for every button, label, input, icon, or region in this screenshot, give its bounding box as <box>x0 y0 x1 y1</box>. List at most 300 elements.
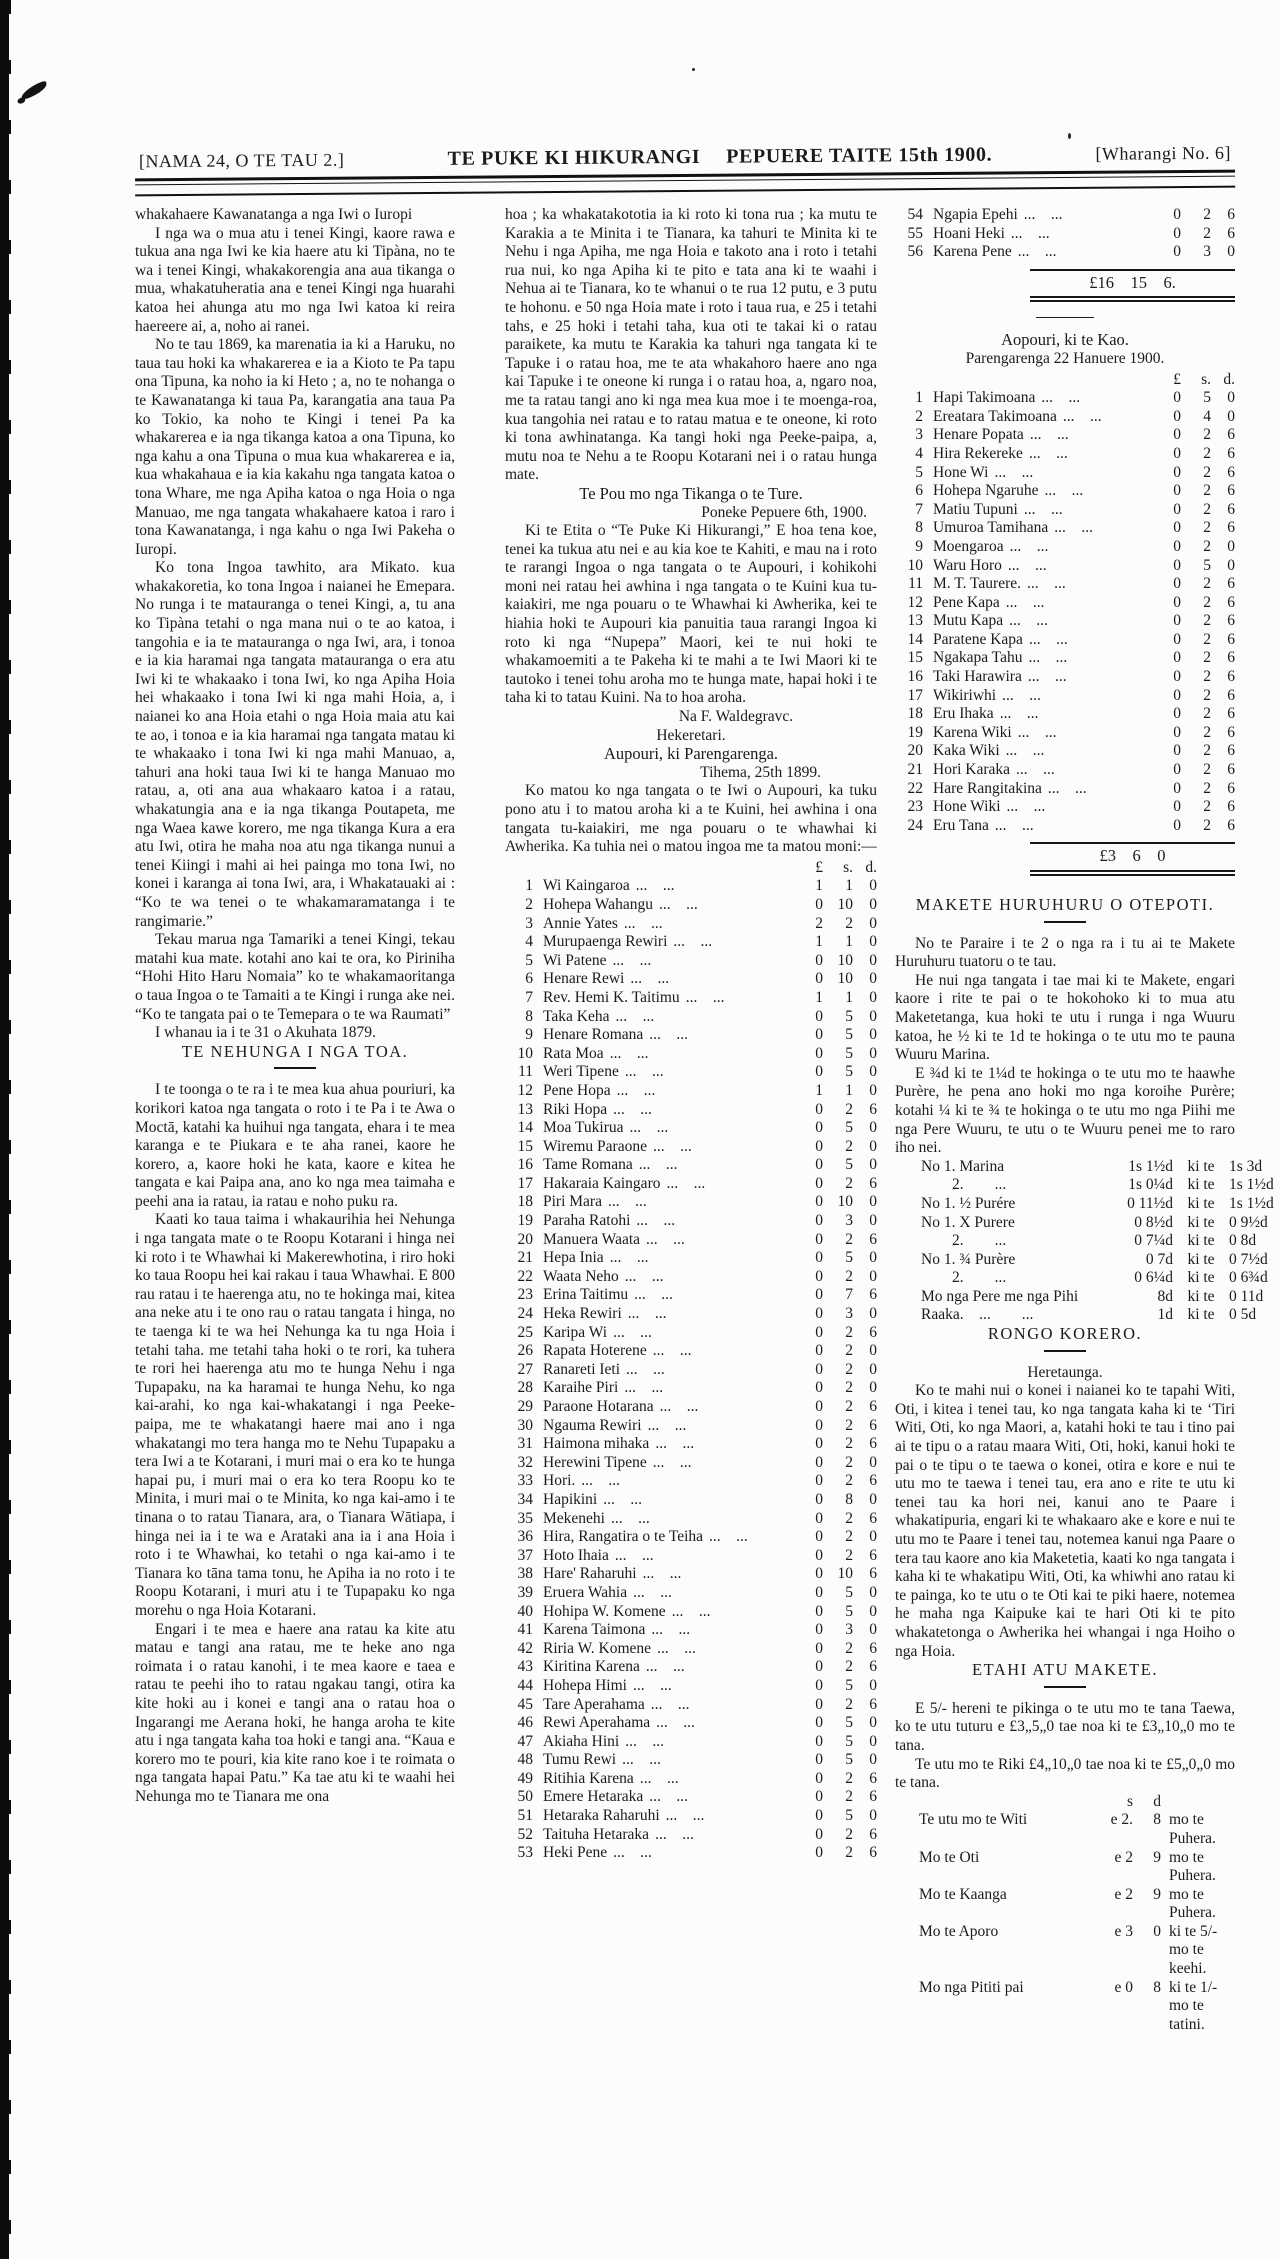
table-row <box>895 705 1235 724</box>
donor-name: Piri Mara <box>543 1193 602 1211</box>
amount-pounds: 0 <box>815 1249 823 1267</box>
row-number: 42 <box>517 1639 533 1657</box>
amount-shillings: 2 <box>1203 630 1211 648</box>
donor-name: Wi Kaingaroa <box>543 877 630 895</box>
amount-pounds: 0 <box>1173 243 1181 261</box>
paragraph: whakahaere Kawanatanga a nga Iwi o Iuropi <box>135 206 413 223</box>
amount-pence: 0 <box>869 1156 877 1174</box>
dateline: Poneke Pepuere 6th, 1900. <box>701 503 867 521</box>
dot-leader: ... ... <box>1062 407 1102 425</box>
amount-pounds: 0 <box>1173 537 1181 555</box>
price-to: 0 11d <box>1229 1287 1264 1305</box>
amount-pounds: 0 <box>815 1230 823 1248</box>
price-note: ki te 1/- mo te tatini. <box>1169 1978 1218 2033</box>
amount-pounds: 0 <box>1173 519 1181 537</box>
amount-pence: 6 <box>869 1323 877 1341</box>
donor-name: Manuera Waata <box>543 1230 641 1248</box>
table-row <box>895 464 1235 483</box>
table-row <box>505 896 877 915</box>
table-row <box>895 206 1235 225</box>
row-number: 17 <box>517 1174 533 1192</box>
donor-name: Mekenehi <box>543 1509 605 1527</box>
dot-leader: ... ... <box>613 1844 652 1862</box>
table-row <box>505 1119 877 1138</box>
amount-pounds: 0 <box>1173 630 1181 648</box>
price-label: 2. ... <box>921 1232 1007 1250</box>
donor-name: Hohipa W. Komene <box>543 1602 666 1620</box>
amount-pounds: 0 <box>1173 723 1181 741</box>
heading-rule <box>1044 921 1086 923</box>
donor-name: Matiu Tupuni <box>933 500 1018 518</box>
donor-name: Hepa Inia <box>543 1249 604 1267</box>
amount-shillings: 1 <box>845 988 853 1006</box>
dot-leader: ... ... <box>1027 668 1067 686</box>
letter-heading: Aopouri, ki te Kao. <box>1001 330 1129 350</box>
amount-pounds: 0 <box>1173 500 1181 518</box>
donor-name: Ngakapa Tahu <box>933 649 1023 667</box>
dot-leader: ... ... <box>655 1435 695 1453</box>
table-row <box>895 780 1235 799</box>
table-row <box>505 1063 877 1082</box>
dot-leader: ... ... <box>652 1137 692 1155</box>
amount-pounds: 0 <box>1173 593 1181 611</box>
letter-heading: Te Pou mo nga Tikanga o te Ture. <box>579 483 803 503</box>
table-row <box>505 1807 877 1826</box>
dot-leader: ... ... <box>642 1565 682 1583</box>
price-pence: 0 <box>1153 1922 1161 1940</box>
table-row <box>505 915 877 934</box>
dot-leader: ... ... <box>645 1658 685 1676</box>
donation-total-kao: £3 6 0 <box>1030 842 1235 876</box>
price-row <box>895 1194 1274 1214</box>
row-number: 12 <box>517 1081 533 1099</box>
amount-pence: 6 <box>869 1639 877 1657</box>
amount-shillings: 2 <box>1203 612 1211 630</box>
amount-pounds: 0 <box>1173 779 1181 797</box>
price-from: 0 7d <box>1145 1250 1173 1268</box>
amount-pence: 0 <box>1227 243 1235 261</box>
column-3 <box>895 206 1274 2034</box>
wool-price-table <box>895 1157 1274 1325</box>
amount-shillings: 2 <box>845 1100 853 1118</box>
table-row <box>505 1286 877 1305</box>
donor-name: Rapata Hoterene <box>543 1342 647 1360</box>
row-number: 26 <box>517 1342 533 1360</box>
ink-speck <box>692 68 695 71</box>
table-row <box>895 445 1235 464</box>
signature: Na F. Waldegravc. <box>678 708 794 726</box>
dot-leader: ... ... <box>609 1044 649 1062</box>
amount-pence: 0 <box>869 1267 877 1285</box>
amount-shillings: 2 <box>1203 426 1211 444</box>
amount-shillings: 2 <box>845 1230 853 1248</box>
dot-leader: ... ... <box>665 1807 705 1825</box>
amount-pounds: 0 <box>815 1379 823 1397</box>
table-row <box>505 1677 877 1696</box>
donor-name: Hare Rangitakina <box>933 779 1042 797</box>
amount-shillings: 2 <box>1203 686 1211 704</box>
amount-pence: 0 <box>869 1081 877 1099</box>
donor-name: Ereatara Takimoana <box>933 407 1057 425</box>
dot-leader: ... ... <box>614 1546 654 1564</box>
row-number: 51 <box>517 1807 533 1825</box>
amount-pence: 0 <box>869 933 877 951</box>
amount-shillings: 2 <box>845 1844 853 1862</box>
row-number: 5 <box>525 951 533 969</box>
amount-pounds: 0 <box>815 1583 823 1601</box>
amount-shillings: 1 <box>845 1081 853 1099</box>
dot-leader: ... ... <box>1028 444 1068 462</box>
amount-shillings: 5 <box>845 1119 853 1137</box>
amount-pounds: 0 <box>815 1695 823 1713</box>
table-row <box>895 594 1235 613</box>
price-to: 0 7½d <box>1229 1250 1268 1268</box>
table-row <box>505 933 877 952</box>
pence-header: d <box>1153 1792 1161 1810</box>
amount-pence: 0 <box>1227 407 1235 425</box>
amount-shillings: 5 <box>845 1063 853 1081</box>
row-number: 19 <box>907 723 923 741</box>
donor-name: Murupaenga Rewiri <box>543 933 668 951</box>
donor-name: Emere Hetaraka <box>543 1788 644 1806</box>
dot-leader: ... ... <box>603 1490 642 1508</box>
column-1 <box>135 206 455 2034</box>
price-label: Mo nga Pere me nga Pihi <box>921 1287 1079 1305</box>
amount-shillings: 5 <box>845 1156 853 1174</box>
dot-leader: ... ... <box>627 1305 667 1323</box>
amount-pounds: 0 <box>815 1026 823 1044</box>
price-row <box>895 1979 1235 2035</box>
price-note: mo te Puhera. <box>1169 1811 1216 1847</box>
amount-pounds: 0 <box>815 1807 823 1825</box>
amount-shillings: 5 <box>845 1583 853 1601</box>
amount-pence: 6 <box>1227 630 1235 648</box>
amount-shillings: 2 <box>1203 816 1211 834</box>
row-number: 18 <box>517 1193 533 1211</box>
row-number: 8 <box>525 1007 533 1025</box>
amount-pence: 0 <box>869 1528 877 1546</box>
paragraph: Engari i te mea e haere ana ratau ka kite atu matau e tangi ana ratau, me te heke ano nga roimata i o ratau kanohi, i te mea kaore e taea e ratau te peehi iho to ratau ngakau tangi, otira ka kite hoki au i konei e tangi ana o ratau hoa o Ingarangi me Aerana hoki, he hanga aroha te kite atu i nga tangata kaha toa hoki e tangi ana. “Kaua e korero mo te pouri, kia kite rano koe i te roimata o nga tangata hapai Patu.” Ka tae atu ki te waahi hei Nehunga mo te Tianara me ona <box>135 1620 455 1805</box>
dot-leader: ... ... <box>1028 630 1068 648</box>
amount-pence: 0 <box>869 1119 877 1137</box>
row-number: 30 <box>517 1416 533 1434</box>
amount-shillings: 5 <box>845 1751 853 1769</box>
donor-name: Hone Wi <box>933 463 989 481</box>
table-row <box>505 1510 877 1529</box>
amount-pence: 0 <box>869 1026 877 1044</box>
donor-name: Haimona mihaka <box>543 1435 650 1453</box>
dot-leader: ... ... <box>652 1453 692 1471</box>
dot-leader: ... ... <box>1027 575 1066 593</box>
amount-pence: 6 <box>869 1769 877 1787</box>
dot-leader: ... ... <box>639 1769 679 1787</box>
amount-pounds: 0 <box>1173 556 1181 574</box>
amount-pounds: 0 <box>815 1509 823 1527</box>
price-range-word: ki te <box>1187 1213 1215 1231</box>
amount-pence: 0 <box>869 988 877 1006</box>
table-row <box>895 557 1235 576</box>
row-number: 6 <box>525 970 533 988</box>
row-number: 27 <box>517 1360 533 1378</box>
price-label: Mo te Aporo <box>919 1922 999 1940</box>
row-number: 24 <box>907 816 923 834</box>
newspaper-page <box>135 142 1274 2034</box>
dot-leader: ... ... <box>629 1119 669 1137</box>
row-number: 54 <box>907 206 923 223</box>
donor-name: Erina Taitimu <box>543 1286 629 1304</box>
table-row <box>895 631 1235 650</box>
amount-pounds: 0 <box>815 1751 823 1769</box>
amount-pence: 6 <box>1227 206 1235 223</box>
amount-pence: 0 <box>1227 556 1235 574</box>
table-row <box>895 426 1235 445</box>
article-body <box>895 935 1235 1158</box>
article-body <box>135 225 455 1043</box>
table-row <box>505 1733 877 1752</box>
table-row <box>505 1640 877 1659</box>
row-number: 41 <box>517 1621 533 1639</box>
row-number: 4 <box>525 933 533 951</box>
row-number: 9 <box>525 1026 533 1044</box>
amount-shillings: 2 <box>1203 798 1211 816</box>
amount-shillings: 2 <box>845 1528 853 1546</box>
donor-name: Henare Rewi <box>543 970 625 988</box>
amount-pounds: 0 <box>1173 224 1181 242</box>
amount-pence: 6 <box>1227 463 1235 481</box>
amount-pence: 0 <box>869 1583 877 1601</box>
table-row <box>895 519 1235 538</box>
donor-name: Ngauma Rewiri <box>543 1416 642 1434</box>
donor-name: Tare Aperahama <box>543 1695 645 1713</box>
amount-pounds: 0 <box>1173 463 1181 481</box>
price-row <box>895 1849 1235 1886</box>
price-range-word: ki te <box>1187 1194 1215 1212</box>
table-row <box>895 761 1235 780</box>
amount-pence: 0 <box>869 970 877 988</box>
amount-pence: 0 <box>869 1249 877 1267</box>
dot-leader: ... ... <box>1017 243 1057 261</box>
row-number: 28 <box>517 1379 533 1397</box>
amount-pence: 6 <box>1227 575 1235 593</box>
price-label: Mo te Oti <box>919 1848 980 1866</box>
amount-pence: 0 <box>869 1490 877 1508</box>
donor-name: Karena Wiki <box>933 723 1012 741</box>
money-column-header <box>505 859 877 878</box>
article-body <box>895 1700 1235 1793</box>
dot-leader: ... ... <box>1009 612 1048 630</box>
table-row <box>505 1082 877 1101</box>
amount-pounds: 0 <box>815 1714 823 1732</box>
donor-name: Hori Karaka <box>933 761 1011 779</box>
dot-leader: ... ... <box>1023 206 1063 223</box>
price-to: 0 6¾d <box>1229 1269 1268 1287</box>
price-to: 1s 1½d <box>1229 1176 1274 1194</box>
donor-name: Rewi Aperahama <box>543 1714 651 1732</box>
amount-pounds: 1 <box>815 933 823 951</box>
price-pence: 8 <box>1153 1978 1161 1996</box>
shilling-header: s. <box>843 858 853 876</box>
row-number: 32 <box>517 1453 533 1471</box>
amount-shillings: 2 <box>845 1509 853 1527</box>
table-row <box>895 612 1235 631</box>
price-range-word: ki te <box>1187 1306 1215 1324</box>
amount-shillings: 2 <box>845 1323 853 1341</box>
amount-pence: 0 <box>869 951 877 969</box>
amount-pence: 0 <box>869 1807 877 1825</box>
price-to: 1s 3d <box>1229 1157 1263 1175</box>
donation-table-kao <box>895 389 1235 835</box>
row-number: 6 <box>915 482 923 500</box>
amount-pence: 6 <box>1227 705 1235 723</box>
donor-name: Henare Popata <box>933 426 1024 444</box>
donor-name: Kaka Wiki <box>933 742 1000 760</box>
table-row <box>505 1045 877 1064</box>
row-number: 46 <box>517 1714 533 1732</box>
amount-pounds: 0 <box>815 1398 823 1415</box>
donor-name: Hoani Heki <box>933 224 1005 242</box>
dot-leader: ... ... <box>709 1528 748 1546</box>
row-number: 15 <box>907 649 923 667</box>
amount-pence: 0 <box>869 1732 877 1750</box>
amount-pounds: 0 <box>815 1676 823 1694</box>
dot-leader: ... ... <box>581 1472 621 1490</box>
section-separator <box>1036 317 1094 318</box>
table-row <box>895 389 1235 408</box>
dot-leader: ... ... <box>1010 224 1050 242</box>
amount-pounds: 0 <box>815 1342 823 1360</box>
row-number: 15 <box>517 1137 533 1155</box>
amount-shillings: 2 <box>1203 779 1211 797</box>
donor-name: Akiaha Hini <box>543 1732 620 1750</box>
row-number: 48 <box>517 1751 533 1769</box>
row-number: 20 <box>517 1230 533 1248</box>
donor-name: Henare Romana <box>543 1026 644 1044</box>
donation-total: £16 15 6. <box>1030 269 1235 303</box>
amount-shillings: 5 <box>845 1714 853 1732</box>
table-row <box>505 1231 877 1250</box>
row-number: 34 <box>517 1490 533 1508</box>
column-2 <box>505 206 877 2034</box>
price-to: 0 8d <box>1229 1232 1257 1250</box>
table-row <box>505 1528 877 1547</box>
dot-leader: ... ... <box>625 1732 664 1750</box>
amount-pounds: 0 <box>815 1007 823 1025</box>
amount-pence: 6 <box>1227 444 1235 462</box>
amount-shillings: 2 <box>845 1137 853 1155</box>
price-range-word: ki te <box>1187 1157 1215 1175</box>
table-row <box>505 1435 877 1454</box>
amount-shillings: 2 <box>845 1435 853 1453</box>
table-row <box>505 1193 877 1212</box>
row-number: 10 <box>907 556 923 574</box>
pound-header: £ <box>1173 370 1181 388</box>
amount-shillings: 2 <box>1203 649 1211 667</box>
amount-pence: 0 <box>869 1621 877 1639</box>
price-shillings: e 2 <box>1114 1885 1133 1903</box>
amount-pence: 6 <box>1227 649 1235 667</box>
donor-name: Hohepa Himi <box>543 1676 627 1694</box>
amount-pence: 6 <box>1227 519 1235 537</box>
amount-pence: 0 <box>869 1342 877 1360</box>
price-from: 1s 0¼d <box>1128 1176 1173 1194</box>
masthead-rule-lower <box>135 186 1235 197</box>
price-label: Te utu mo te Witi <box>919 1811 1028 1829</box>
amount-pounds: 0 <box>815 1769 823 1787</box>
donor-name: Wiremu Paraone <box>543 1137 647 1155</box>
donor-name: Ritihia Karena <box>543 1769 634 1787</box>
heading-rule <box>274 1067 316 1069</box>
amount-shillings: 5 <box>845 1007 853 1025</box>
price-from: 0 11½d <box>1127 1194 1173 1212</box>
dot-leader: ... ... <box>607 1193 647 1211</box>
donor-name: Herewini Tipene <box>543 1453 647 1471</box>
dot-leader: ... ... <box>666 1174 706 1192</box>
price-row <box>895 1157 1263 1177</box>
row-number: 25 <box>517 1323 533 1341</box>
price-row <box>895 1287 1264 1307</box>
table-row <box>895 482 1235 501</box>
amount-shillings: 3 <box>845 1621 853 1639</box>
donor-name: Wi Patene <box>543 951 607 969</box>
price-from: 0 8½d <box>1134 1213 1173 1231</box>
amount-pounds: 0 <box>815 1156 823 1174</box>
shilling-header: s. <box>1201 370 1211 388</box>
row-number: 23 <box>517 1286 533 1304</box>
price-note: mo te Puhera. <box>1169 1885 1216 1922</box>
table-row <box>505 1454 877 1473</box>
donor-name: Mutu Kapa <box>933 612 1004 630</box>
donor-name: Hone Wiki <box>933 798 1001 816</box>
row-number: 43 <box>517 1658 533 1676</box>
dot-leader: ... ... <box>638 1156 678 1174</box>
dot-leader: ... ... <box>636 1212 676 1230</box>
donor-name: Karaihe Piri <box>543 1379 619 1397</box>
price-note: ki te 5/- mo te keehi. <box>1169 1922 1218 1978</box>
donor-name: Kiritina Karena <box>543 1658 640 1676</box>
row-number: 2 <box>525 895 533 913</box>
table-row <box>895 742 1235 761</box>
amount-pounds: 0 <box>815 1658 823 1676</box>
dateline: Parengarenga 22 Hanuere 1900. <box>965 349 1165 367</box>
amount-shillings: 2 <box>1203 537 1211 555</box>
amount-pounds: 0 <box>815 1416 823 1434</box>
amount-pounds: 0 <box>815 1732 823 1750</box>
table-row <box>505 952 877 971</box>
table-row <box>505 970 877 989</box>
row-number: 17 <box>907 686 923 704</box>
masthead-date: PEPUERE TAITE 15th 1900. <box>726 143 993 168</box>
dot-leader: ... ... <box>652 1342 692 1360</box>
table-row <box>505 1491 877 1510</box>
dot-leader: ... ... <box>649 1788 689 1806</box>
amount-pounds: 0 <box>815 1844 823 1862</box>
amount-pence: 0 <box>869 1676 877 1694</box>
donor-name: Moengaroa <box>933 537 1004 555</box>
donor-name: Heki Pene <box>543 1844 608 1862</box>
table-row <box>895 817 1235 836</box>
table-row <box>895 408 1235 427</box>
amount-pence: 6 <box>1227 426 1235 444</box>
row-number: 20 <box>907 742 923 760</box>
price-from: 1s 1½d <box>1128 1157 1173 1175</box>
row-number: 23 <box>907 798 923 816</box>
paragraph: He nui nga tangata i tae mai ki te Makete, engari kaore i rite te pai o te hokohoko ki to mua atu Maketetanga, kua hoki te utu i runga i nga Wuuru katoa, he ½ ki te 1d te hokinga o te utu mo te pauna Wuuru Marina. <box>895 971 1235 1064</box>
row-number: 9 <box>915 537 923 555</box>
amount-pence: 0 <box>869 1602 877 1620</box>
amount-shillings: 5 <box>845 1044 853 1062</box>
row-number: 1 <box>915 389 923 407</box>
amount-pounds: 0 <box>815 1788 823 1806</box>
